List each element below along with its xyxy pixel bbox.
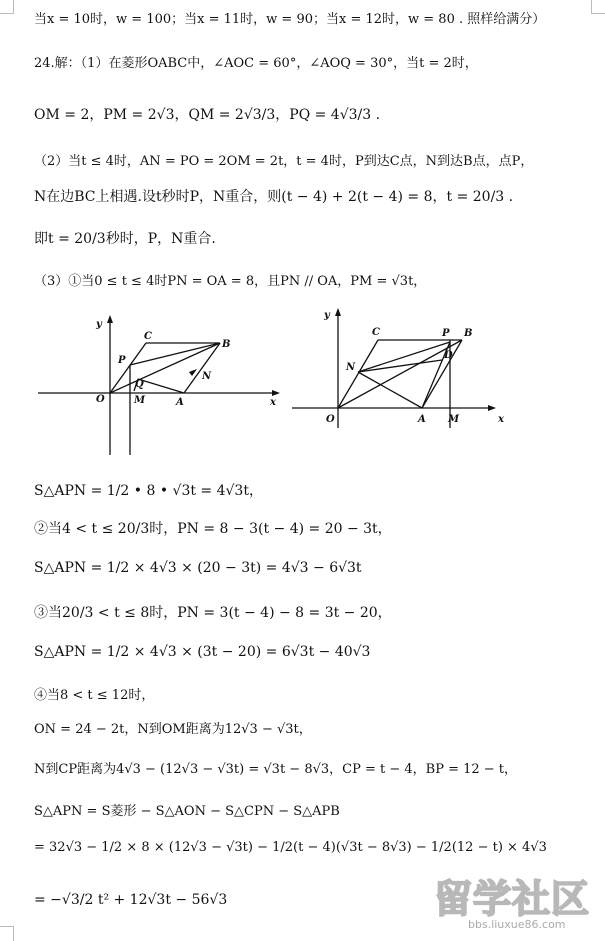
text-line-8: S△APN = 1/2 • 8 • √3t = 4√3t， bbox=[34, 483, 263, 499]
x-axis-arrow bbox=[272, 390, 280, 396]
y-axis-arrow bbox=[335, 308, 341, 316]
label-x: x bbox=[498, 414, 504, 425]
text-line-12: S△APN = 1/2 × 4√3 × (3t − 20) = 6√3t − 40√3 bbox=[34, 644, 371, 660]
watermark bbox=[428, 868, 598, 936]
text-line-9: ②当4 < t ≤ 20/3时，PN = 8 − 3(t − 4) = 20 − 3t， bbox=[34, 521, 392, 537]
label-y: y bbox=[96, 319, 102, 330]
y-axis-arrow bbox=[107, 315, 113, 323]
diagonal-ob bbox=[110, 343, 220, 393]
side-oc bbox=[338, 340, 378, 408]
text-line-13: ④当8 < t ≤ 12时， bbox=[34, 688, 155, 703]
text-line-4: （2）当t ≤ 4时，AN = PO = 2OM = 2t，t = 4时，P到达C点，N到达B点，点P， bbox=[34, 154, 534, 169]
segment-na bbox=[358, 372, 422, 408]
crop-mark-top-left bbox=[0, 0, 14, 14]
text-line-16: S△APN = S菱形 − S△AON − S△CPN − S△APB bbox=[34, 804, 340, 819]
text-line-1: 当x = 10时，w = 100；当x = 11时，w = 90；当x = 12时，w = 80 . 照样给满分） bbox=[34, 12, 546, 27]
label-b: B bbox=[222, 339, 231, 350]
motion-arrow-n bbox=[189, 369, 197, 376]
text-line-7: （3）①当0 ≤ t ≤ 4时PN = OA = 8，且PN // OA，PM = √3t， bbox=[34, 274, 427, 289]
watermark-logo: 留学社区 bbox=[434, 877, 591, 921]
x-axis-arrow bbox=[488, 405, 496, 411]
label-p: P bbox=[118, 355, 126, 366]
figure-right bbox=[292, 300, 512, 430]
label-b: B bbox=[464, 328, 473, 339]
text-line-18: = −√3/2 t² + 12√3t − 56√3 bbox=[34, 892, 228, 908]
text-line-10: S△APN = 1/2 × 4√3 × (20 − 3t) = 4√3 − 6√3t bbox=[34, 560, 362, 576]
label-m: M bbox=[134, 395, 146, 406]
label-c: C bbox=[144, 331, 152, 342]
label-p: P bbox=[442, 328, 450, 339]
label-a: A bbox=[176, 397, 184, 408]
label-x: x bbox=[270, 397, 276, 408]
label-y: y bbox=[324, 310, 330, 321]
crop-mark-bottom-left bbox=[0, 926, 14, 941]
segment-nd bbox=[358, 360, 442, 372]
label-n: N bbox=[346, 362, 356, 373]
label-m: M bbox=[448, 414, 460, 425]
text-line-2: 24.解：（1）在菱形OABC中，∠AOC = 60°，∠AOQ = 30°，当t = 2时， bbox=[34, 56, 478, 71]
text-line-17: = 32√3 − 1/2 × 8 × (12√3 − √3t) − 1/2(t − 4)(√3t − 8√3) − 1/2(12 − t) × 4√3 bbox=[34, 840, 547, 855]
figure-left bbox=[34, 305, 294, 465]
text-line-11: ③当20/3 < t ≤ 8时，PN = 3(t − 4) − 8 = 3t − 20， bbox=[34, 605, 392, 621]
label-q: Q bbox=[135, 379, 144, 390]
text-line-5: N在边BC上相遇.设t秒时P，N重合，则(t − 4) + 2(t − 4) = 8，t = 20/3 . bbox=[34, 189, 514, 205]
label-o: O bbox=[96, 394, 105, 405]
segment-np bbox=[358, 342, 450, 372]
label-n: N bbox=[202, 371, 212, 382]
text-line-14: ON = 24 − 2t，N到OM距离为12√3 − √3t， bbox=[34, 722, 312, 737]
label-d: D bbox=[444, 350, 453, 361]
label-a: A bbox=[418, 414, 426, 425]
label-o: O bbox=[326, 414, 335, 425]
document-page bbox=[34, 0, 594, 940]
text-line-3: OM = 2，PM = 2√3，QM = 2√3/3，PQ = 4√3/3 . bbox=[34, 107, 381, 123]
text-line-15: N到CP距离为4√3 − (12√3 − √3t) = √3t − 8√3，CP = t − 4，BP = 12 − t， bbox=[34, 762, 518, 777]
watermark-url: bbs.liuxue86.com bbox=[468, 918, 566, 931]
side-ba bbox=[422, 340, 462, 408]
segment-aq bbox=[138, 379, 184, 393]
label-c: C bbox=[372, 327, 380, 338]
text-line-6: 即t = 20/3秒时，P，N重合. bbox=[34, 231, 216, 247]
